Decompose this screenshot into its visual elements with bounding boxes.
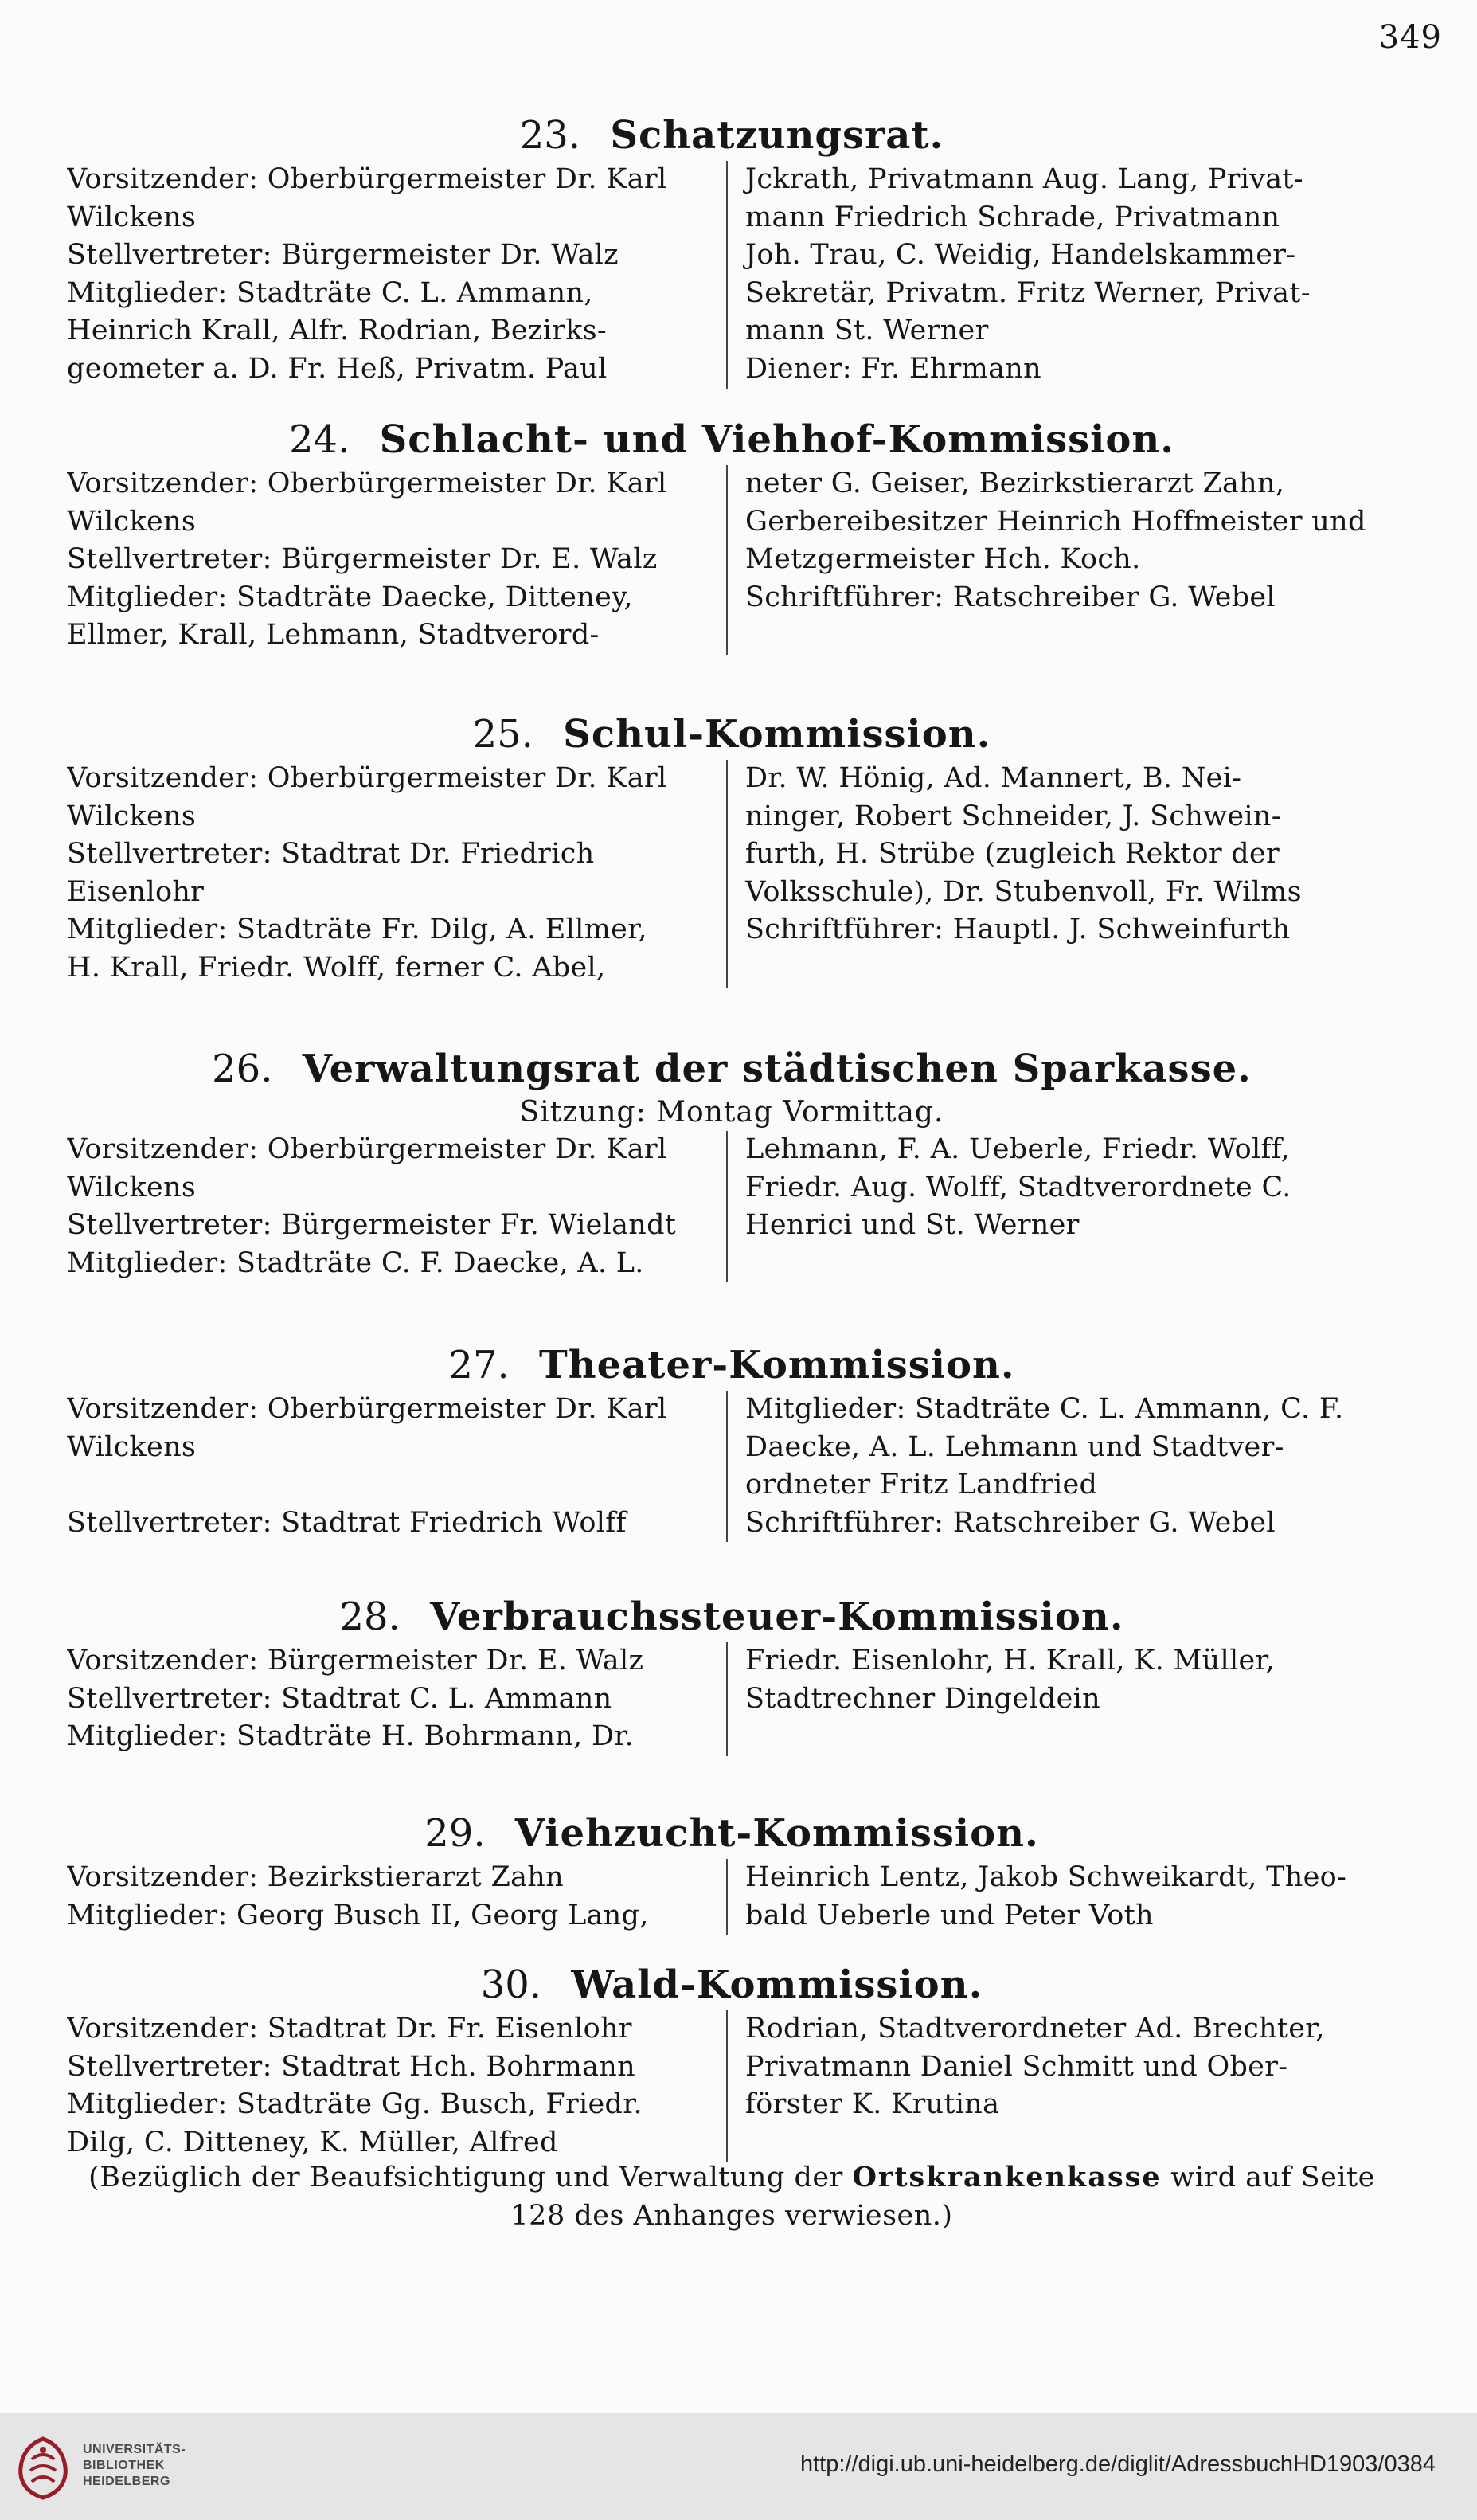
section-number: 23. [519, 113, 581, 158]
library-name-line: UNIVERSITÄTS- [83, 2443, 186, 2456]
source-url-link[interactable]: http://digi.ub.uni-heidelberg.de/diglit/AdressbuchHD1903/0384 [799, 2452, 1436, 2477]
section-title: Theater-Kommission. [539, 1343, 1015, 1387]
footnote-text-start: (Bezüglich der Beaufsichtigung und Verwaltung der [88, 2162, 853, 2193]
section-title: Verbrauchssteuer-Kommission. [430, 1595, 1124, 1639]
section-number: 25. [472, 712, 533, 757]
footnote-emphasis: Ortskrankenkasse [852, 2161, 1162, 2193]
section-columns [67, 1131, 1397, 1282]
left-column-text: Vorsitzender: Oberbürgermeister Dr. Karl Wilckens Stellvertreter: Bürgermeister Fr. Wielandt Mitglieder: Stadträte C. F. Daecke, A. L. [67, 1133, 677, 1279]
left-column-text: Vorsitzender: Oberbürgermeister Dr. Karl Wilckens Stellvertreter: Bürgermeister Dr. E. Walz Mitglieder: Stadträte Daecke, Ditteney, Ellmer, Krall, Lehmann, Stadtverord- [67, 468, 667, 652]
section-columns [67, 2010, 1397, 2162]
section-columns [67, 161, 1397, 389]
section-sparkasse-verwaltungsrat [67, 1043, 1397, 1282]
right-column-text: Friedr. Eisenlohr, H. Krall, K. Müller, Stadtrechner Dingeldein [726, 1642, 1395, 1756]
section-columns [67, 465, 1397, 655]
section-heading [67, 709, 1397, 760]
section-number: 28. [339, 1595, 401, 1639]
section-title: Wald-Kommission. [571, 1962, 983, 2007]
section-number: 24. [289, 417, 350, 462]
right-column-text: Mitglieder: Stadträte C. L. Ammann, C. F. Daecke, A. L. Lehmann und Stadtver- ordneter Fritz Landfried Schriftführer: Ratschreiber G. Webel [726, 1391, 1395, 1542]
section-heading [67, 1808, 1397, 1859]
right-column-text: Heinrich Lentz, Jakob Schweikardt, Theo- bald Ueberle und Peter Voth [726, 1859, 1395, 1935]
section-columns [67, 1859, 1397, 1935]
left-column-text: Vorsitzender: Oberbürgermeister Dr. Karl Wilckens Stellvertreter: Stadtrat Friedrich Wolff [67, 1393, 667, 1539]
section-theater-kommission [67, 1340, 1397, 1542]
right-column-text: Jckrath, Privatmann Aug. Lang, Privat- mann Friedrich Schrade, Privatmann Joh. Trau, C. Weidig, Handelskammer- Sekretär, Privatm. Fritz Werner, Privat- mann St. Werner Diener: Fr. Ehrmann [726, 161, 1395, 389]
library-name-line: BIBLIOTHEK [83, 2459, 165, 2472]
left-column-text: Vorsitzender: Oberbürgermeister Dr. Karl Wilckens Stellvertreter: Stadtrat Dr. Friedrich Eisenlohr Mitglieder: Stadträte Fr. Dilg, A. Ellmer, H. Krall, Friedr. Wolff, ferner C. Abel, [67, 762, 667, 984]
left-column-text: Vorsitzender: Bürgermeister Dr. E. Walz Stellvertreter: Stadtrat C. L. Ammann Mitglieder: Stadträte H. Bohrmann, Dr. [67, 1645, 644, 1753]
right-column-text: neter G. Geiser, Bezirkstierarzt Zahn, Gerbereibesitzer Heinrich Hoffmeister und Metzgermeister Hch. Koch. Schriftführer: Ratschreiber G. Webel [726, 465, 1395, 655]
footnote [67, 2158, 1397, 2235]
section-heading [67, 1043, 1397, 1094]
section-columns [67, 1642, 1397, 1756]
section-title: Viehzucht-Kommission. [514, 1811, 1039, 1856]
section-columns [67, 1391, 1397, 1542]
section-heading [67, 1340, 1397, 1391]
section-heading [67, 1591, 1397, 1642]
library-name-line: HEIDELBERG [83, 2475, 170, 2488]
section-title: Schul-Kommission. [563, 712, 991, 757]
section-heading [67, 414, 1397, 465]
section-verbrauchssteuer-kommission [67, 1591, 1397, 1756]
footnote-text-end: wird auf Seite 128 des Anhanges verwiesen.) [510, 2162, 1375, 2232]
section-number: 29. [424, 1811, 486, 1856]
left-column-text: Vorsitzender: Oberbürgermeister Dr. Karl Wilckens Stellvertreter: Bürgermeister Dr. Walz Mitglieder: Stadträte C. L. Ammann, Heinrich Krall, Alfr. Rodrian, Bezirks- geometer a. D. Fr. Heß, Privatm. Paul [67, 163, 667, 385]
section-schlacht-und-viehhof-kommission [67, 414, 1397, 655]
page-number: 349 [1378, 19, 1442, 56]
left-column-text: Vorsitzender: Stadtrat Dr. Fr. Eisenlohr Stellvertreter: Stadtrat Hch. Bohrmann Mitglieder: Stadträte Gg. Busch, Friedr. Dilg, C. Ditteney, K. Müller, Alfred [67, 2013, 643, 2158]
section-schul-kommission [67, 709, 1397, 988]
section-number: 30. [480, 1962, 542, 2007]
section-schatzungsrat [67, 110, 1397, 389]
section-subtitle: Sitzung: Montag Vormittag. [519, 1096, 944, 1129]
heidelberg-university-library-seal-icon [14, 2436, 72, 2501]
right-column-text: Rodrian, Stadtverordneter Ad. Brechter, Privatmann Daniel Schmitt und Ober- förster K. Krutina [726, 2010, 1395, 2162]
section-viehzucht-kommission [67, 1808, 1397, 1935]
section-number: 27. [448, 1343, 510, 1387]
library-name [83, 2442, 186, 2490]
right-column-text: Dr. W. Hönig, Ad. Mannert, B. Nei- ninger, Robert Schneider, J. Schwein- furth, H. Strübe (zugleich Rektor der Volksschule), Dr. Stubenvoll, Fr. Wilms Schriftführer: Hauptl. J. Schweinfurth [726, 760, 1395, 988]
left-column-text: Vorsitzender: Bezirkstierarzt Zahn Mitglieder: Georg Busch II, Georg Lang, [67, 1861, 649, 1931]
section-wald-kommission [67, 1959, 1397, 2162]
section-heading [67, 110, 1397, 161]
digitization-footer [0, 2413, 1477, 2520]
section-heading [67, 1959, 1397, 2010]
section-columns [67, 760, 1397, 988]
section-title: Schatzungsrat. [610, 113, 944, 158]
right-column-text: Lehmann, F. A. Ueberle, Friedr. Wolff, Friedr. Aug. Wolff, Stadtverordnete C. Henrici und St. Werner [726, 1131, 1395, 1282]
section-number: 26. [212, 1047, 273, 1091]
section-title: Verwaltungsrat der städtischen Sparkasse. [302, 1047, 1252, 1091]
section-title: Schlacht- und Viehhof-Kommission. [379, 417, 1174, 462]
